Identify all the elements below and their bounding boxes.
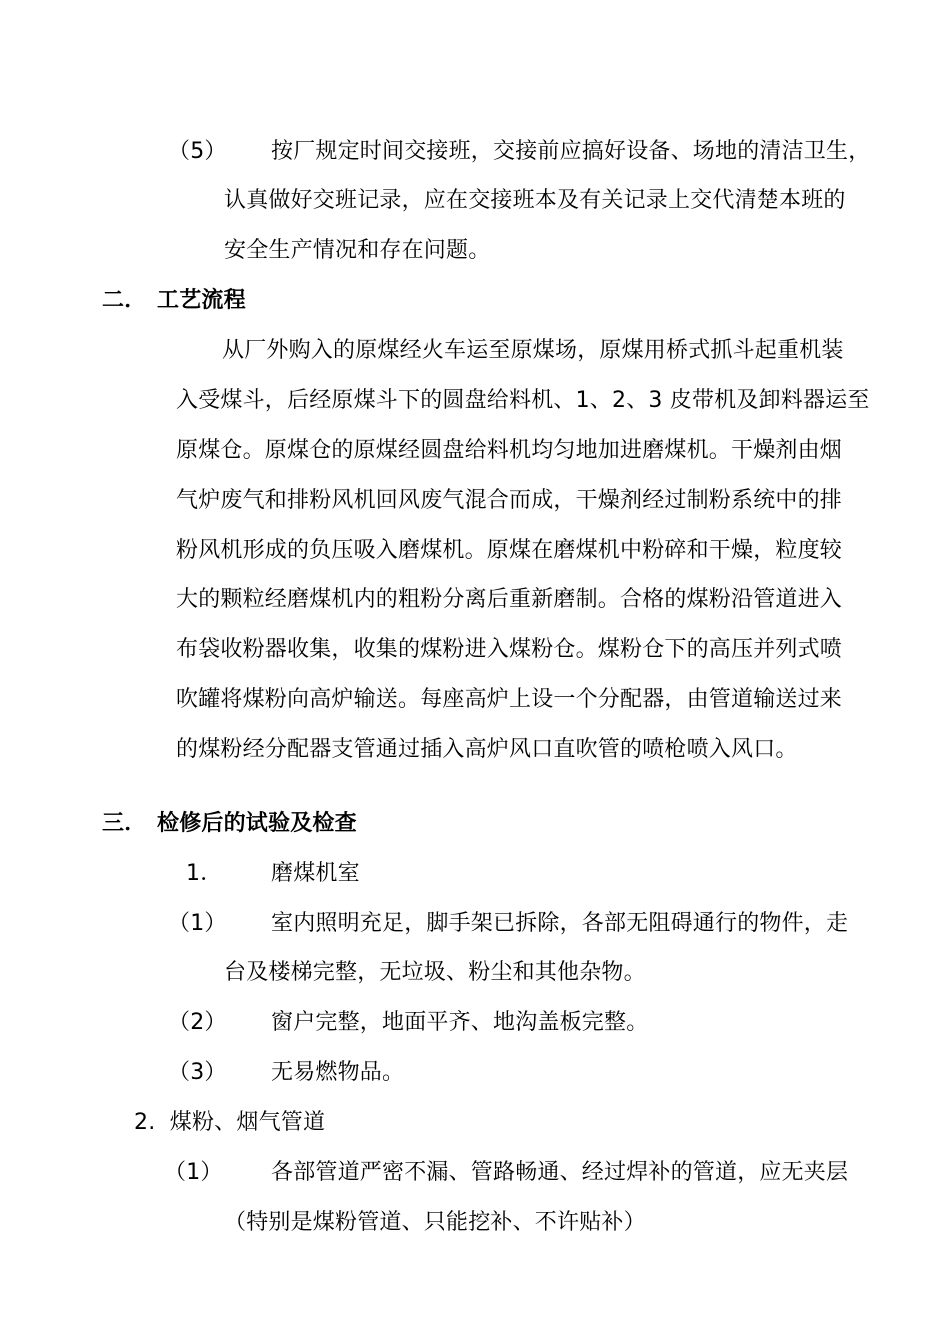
paragraph-line: 大的颗粒经磨煤机内的粗粉分离后重新磨制。合格的煤粉沿管道进入: [176, 587, 843, 612]
paragraph-line: 的煤粉经分配器支管通过插入高炉风口直吹管的喷枪喷入风口。: [176, 737, 798, 762]
paragraph-line: 各部管道严密不漏、管路畅通、经过焊补的管道，应无夹层: [271, 1160, 849, 1185]
item-number: （2）: [168, 1010, 227, 1035]
section-title: 工艺流程: [157, 288, 246, 313]
paragraph-line: 原煤仓。原煤仓的原煤经圆盘给料机均匀地加进磨煤机。干燥剂由烟: [176, 438, 843, 463]
paragraph-line: 气炉废气和排粉风机回风废气混合而成，干燥剂经过制粉系统中的排: [176, 488, 843, 513]
section-title: 检修后的试验及检查: [157, 811, 357, 836]
paragraph-line: 吹罐将煤粉向高炉输送。每座高炉上设一个分配器，由管道输送过来: [176, 687, 843, 712]
paragraph-line: 台及楼梯完整，无垃圾、粉尘和其他杂物。: [224, 960, 646, 985]
subsection-title: 2. 煤粉、烟气管道: [134, 1110, 326, 1135]
item-number: （1）: [168, 911, 227, 936]
subsection-title: 磨煤机室: [271, 861, 360, 886]
paragraph-line: 入受煤斗，后经原煤斗下的圆盘给料机、1、2、3 皮带机及卸料器运至: [176, 388, 870, 413]
paragraph-line: 布袋收粉器收集，收集的煤粉进入煤粉仓。煤粉仓下的高压并列式喷: [176, 637, 843, 662]
paragraph-line: 窗户完整，地面平齐、地沟盖板完整。: [271, 1010, 649, 1035]
paragraph-line: 无易燃物品。: [271, 1060, 405, 1085]
paragraph-line: 按厂规定时间交接班，交接前应搞好设备、场地的清洁卫生，: [271, 139, 871, 164]
paragraph-line: 安全生产情况和存在问题。: [224, 238, 491, 263]
paragraph-line: 从厂外购入的原煤经火车运至原煤场，原煤用桥式抓斗起重机装: [222, 338, 844, 363]
paragraph-line: （特别是煤粉管道、只能挖补、不许贴补）: [224, 1210, 646, 1235]
section-number: 三．: [102, 811, 147, 836]
subsection-number: 1．: [186, 861, 223, 886]
item-number: （3）: [168, 1060, 227, 1085]
item-number: （5）: [168, 139, 227, 164]
section-number: 二．: [102, 288, 147, 313]
paragraph-line: 认真做好交班记录，应在交接班本及有关记录上交代清楚本班的: [224, 188, 846, 213]
item-number: （1）: [164, 1160, 223, 1185]
paragraph-line: 室内照明充足，脚手架已拆除，各部无阻碍通行的物件，走: [271, 911, 849, 936]
paragraph-line: 粉风机形成的负压吸入磨煤机。原煤在磨煤机中粉碎和干燥，粒度较: [176, 538, 843, 563]
